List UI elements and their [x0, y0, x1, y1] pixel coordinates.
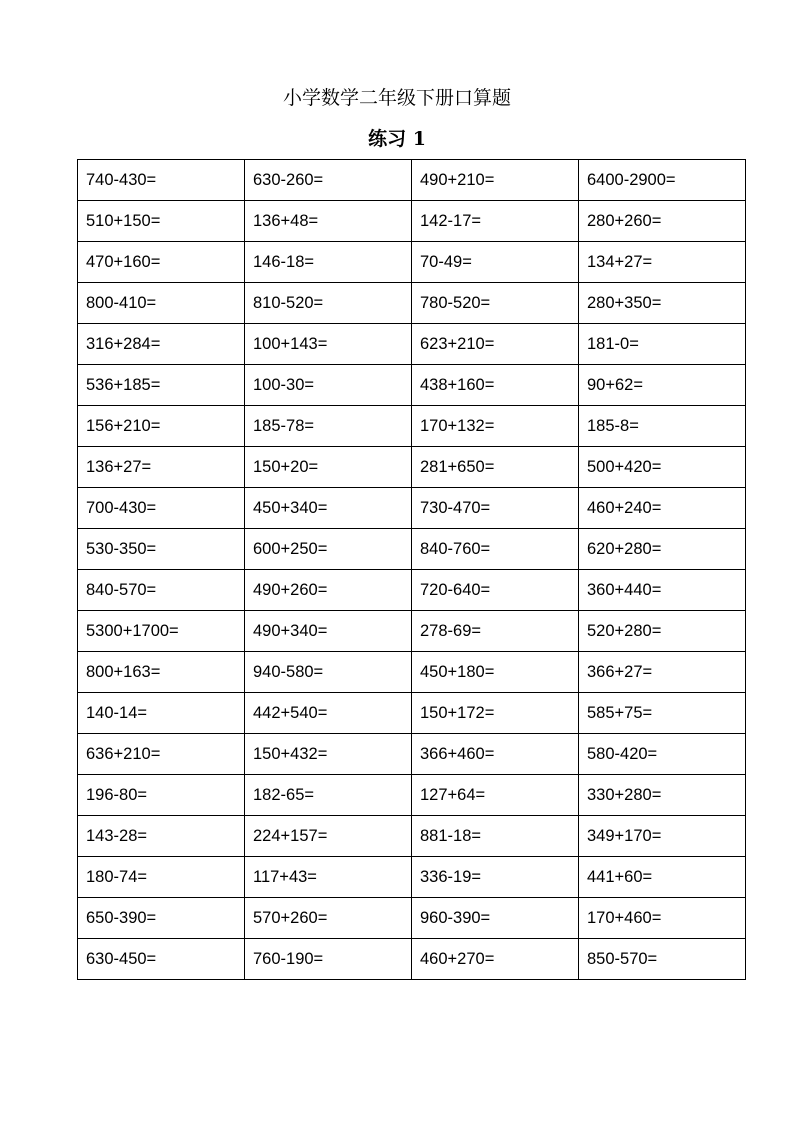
problem-cell: 630-450=	[78, 939, 245, 980]
problem-cell: 600+250=	[245, 529, 412, 570]
problem-cell: 510+150=	[78, 201, 245, 242]
table-row	[78, 529, 746, 570]
problem-cell: 150+20=	[245, 447, 412, 488]
problem-cell: 140-14=	[78, 693, 245, 734]
table-row	[78, 857, 746, 898]
problem-cell: 143-28=	[78, 816, 245, 857]
problem-cell: 650-390=	[78, 898, 245, 939]
table-row	[78, 611, 746, 652]
table-row	[78, 488, 746, 529]
problem-cell: 366+460=	[412, 734, 579, 775]
problem-cell: 623+210=	[412, 324, 579, 365]
problem-cell: 280+260=	[579, 201, 746, 242]
problem-cell: 850-570=	[579, 939, 746, 980]
problem-cell: 182-65=	[245, 775, 412, 816]
problem-cell: 840-570=	[78, 570, 245, 611]
problem-cell: 90+62=	[579, 365, 746, 406]
problem-cell: 100-30=	[245, 365, 412, 406]
problem-cell: 500+420=	[579, 447, 746, 488]
problem-cell: 150+172=	[412, 693, 579, 734]
problem-cell: 570+260=	[245, 898, 412, 939]
problem-cell: 450+340=	[245, 488, 412, 529]
problem-cell: 117+43=	[245, 857, 412, 898]
problem-cell: 441+60=	[579, 857, 746, 898]
problem-cell: 585+75=	[579, 693, 746, 734]
problems-table-body	[78, 160, 746, 980]
problem-cell: 185-78=	[245, 406, 412, 447]
problem-cell: 366+27=	[579, 652, 746, 693]
problem-cell: 156+210=	[78, 406, 245, 447]
problem-cell: 330+280=	[579, 775, 746, 816]
problem-cell: 6400-2900=	[579, 160, 746, 201]
table-row	[78, 816, 746, 857]
table-row	[78, 365, 746, 406]
table-row	[78, 734, 746, 775]
problem-cell: 700-430=	[78, 488, 245, 529]
problem-cell: 940-580=	[245, 652, 412, 693]
table-row	[78, 693, 746, 734]
problem-cell: 146-18=	[245, 242, 412, 283]
problem-cell: 450+180=	[412, 652, 579, 693]
table-row	[78, 652, 746, 693]
problem-cell: 580-420=	[579, 734, 746, 775]
problem-cell: 740-430=	[78, 160, 245, 201]
table-row	[78, 447, 746, 488]
problem-cell: 181-0=	[579, 324, 746, 365]
table-row	[78, 160, 746, 201]
problem-cell: 280+350=	[579, 283, 746, 324]
problem-cell: 800-410=	[78, 283, 245, 324]
problem-cell: 536+185=	[78, 365, 245, 406]
table-row	[78, 939, 746, 980]
problem-cell: 281+650=	[412, 447, 579, 488]
problem-cell: 349+170=	[579, 816, 746, 857]
problem-cell: 460+240=	[579, 488, 746, 529]
problem-cell: 185-8=	[579, 406, 746, 447]
problem-cell: 730-470=	[412, 488, 579, 529]
problem-cell: 470+160=	[78, 242, 245, 283]
problem-cell: 780-520=	[412, 283, 579, 324]
problem-cell: 620+280=	[579, 529, 746, 570]
table-row	[78, 570, 746, 611]
problem-cell: 336-19=	[412, 857, 579, 898]
document-title: 小学数学二年级下册口算题	[282, 87, 511, 109]
problem-cell: 720-640=	[412, 570, 579, 611]
problem-cell: 100+143=	[245, 324, 412, 365]
problem-cell: 170+132=	[412, 406, 579, 447]
problem-cell: 840-760=	[412, 529, 579, 570]
problem-cell: 520+280=	[579, 611, 746, 652]
problem-cell: 490+260=	[245, 570, 412, 611]
problem-cell: 150+432=	[245, 734, 412, 775]
problem-cell: 142-17=	[412, 201, 579, 242]
table-row	[78, 324, 746, 365]
table-row	[78, 775, 746, 816]
problem-cell: 881-18=	[412, 816, 579, 857]
problem-cell: 490+210=	[412, 160, 579, 201]
problem-cell: 442+540=	[245, 693, 412, 734]
problem-cell: 630-260=	[245, 160, 412, 201]
problem-cell: 278-69=	[412, 611, 579, 652]
problem-cell: 134+27=	[579, 242, 746, 283]
table-row	[78, 283, 746, 324]
problem-cell: 316+284=	[78, 324, 245, 365]
problem-cell: 5300+1700=	[78, 611, 245, 652]
exercise-subtitle: 练习 1	[368, 128, 426, 150]
problem-cell: 224+157=	[245, 816, 412, 857]
problem-cell: 636+210=	[78, 734, 245, 775]
problem-cell: 196-80=	[78, 775, 245, 816]
problem-cell: 180-74=	[78, 857, 245, 898]
table-row	[78, 406, 746, 447]
problem-cell: 136+27=	[78, 447, 245, 488]
table-row	[78, 898, 746, 939]
problem-cell: 960-390=	[412, 898, 579, 939]
arithmetic-problems-table	[77, 159, 746, 980]
problem-cell: 127+64=	[412, 775, 579, 816]
problem-cell: 70-49=	[412, 242, 579, 283]
table-row	[78, 201, 746, 242]
problem-cell: 438+160=	[412, 365, 579, 406]
problem-cell: 460+270=	[412, 939, 579, 980]
problem-cell: 360+440=	[579, 570, 746, 611]
problem-cell: 530-350=	[78, 529, 245, 570]
problem-cell: 136+48=	[245, 201, 412, 242]
problem-cell: 810-520=	[245, 283, 412, 324]
table-row	[78, 242, 746, 283]
problem-cell: 760-190=	[245, 939, 412, 980]
problem-cell: 170+460=	[579, 898, 746, 939]
problem-cell: 490+340=	[245, 611, 412, 652]
problem-cell: 800+163=	[78, 652, 245, 693]
